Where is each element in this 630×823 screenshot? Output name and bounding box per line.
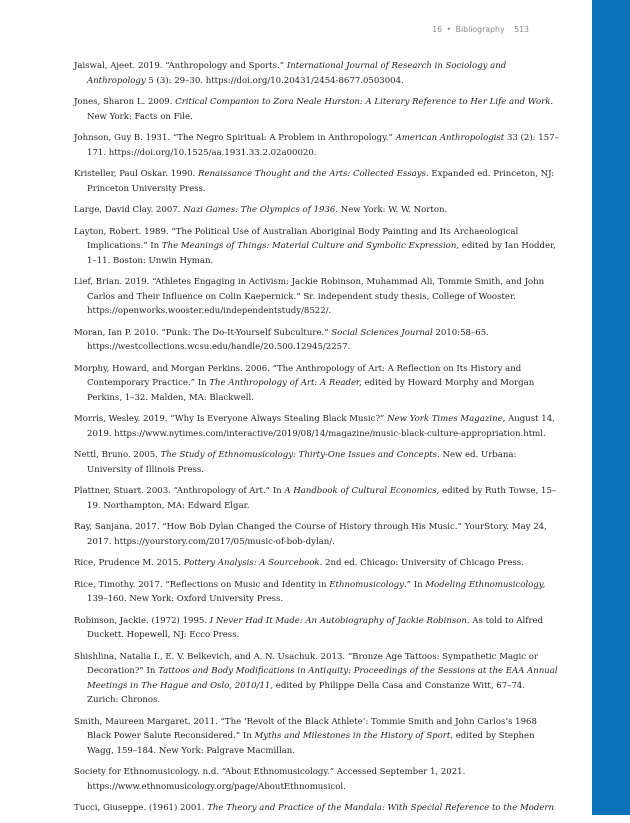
bibliography-entry: Large, David Clay. 2007. Nazi Games: The Olympics of 1936. New York: W. W. Norton.	[74, 205, 448, 215]
side-color-bar	[592, 0, 630, 815]
bibliography-list	[74, 59, 559, 823]
bibliography-entry: Tucci, Giuseppe. (1961) 2001. The Theory and Practice of the Mandala: With Special Reference to the Modern	[74, 803, 554, 813]
bibliography-entry: Jones, Sharon L. 2009. Critical Companion to Zora Neale Hurston: A Literary Reference to Her Life and Work. New York: Facts on File.	[74, 97, 554, 122]
bibliography-entry: Johnson, Guy B. 1931. “The Negro Spiritual: A Problem in Anthropology.” American Anthropologist 33 (2): 157–171. https://doi.org/10.1525/aa.1931.33.2.02a00020.	[74, 133, 559, 158]
bibliography-entry: Moran, Ian P. 2010. “Punk: The Do-It-Yourself Subculture.” Social Sciences Journal 2010:58–65. https://westcollections.wcsu.edu/handle/20.500.12945/2257.	[74, 327, 489, 352]
header-separator: •	[446, 25, 452, 34]
bibliography-entry: Rice, Timothy. 2017. “Reflections on Music and Identity in Ethnomusicology.” In Modeling Ethnomusicology, 139–160. New York: Oxford University Press.	[74, 579, 546, 604]
bibliography-entry: Plattner, Stuart. 2003. “Anthropology of Art.” In A Handbook of Cultural Economics, edited by Ruth Towse, 15–19. Northampton, MA: Edward Elgar.	[74, 486, 557, 511]
bibliography-entry: Smith, Maureen Margaret. 2011. “The ‘Revolt of the Black Athlete’: Tommie Smith and John Carlos’s 1968 Black Power Salute Reconsidered.” In Myths and Milestones in the History of Sport, edited by Stephen Wagg, 159–184. New York: Palgrave Macmillan.	[74, 716, 537, 756]
bibliography-entry: Morphy, Howard, and Morgan Perkins. 2006. “The Anthropology of Art: A Reflection on Its History and Contemporary Practice.” In The Anthropology of Art: A Reader, edited by Howard Morphy and Morgan Perkins, 1–32. Malden, MA: Blackwell.	[74, 363, 535, 403]
section-title: Bibliography	[455, 25, 505, 34]
bibliography-entry: Nettl, Bruno. 2005. The Study of Ethnomusicology: Thirty-One Issues and Concepts. New ed. Urbana: University of Illinois Press.	[74, 450, 517, 475]
bibliography-entry: Rice, Prudence M. 2015. Pottery Analysis: A Sourcebook. 2nd ed. Chicago: University of Chicago Press.	[74, 558, 524, 568]
bibliography-entry: Layton, Robert. 1989. “The Political Use of Australian Aboriginal Body Painting and Its Archaeological Implications.” In The Meanings of Things: Material Culture and Symbolic Expression, edited by Ian Hodder, 1–11. Boston: Unwin Hyman.	[74, 226, 556, 266]
bibliography-entry: Society for Ethnomusicology. n.d. “About Ethnomusicology.” Accessed September 1, 2021. https://www.ethnomusicology.org/page/AboutEthnomusicol.	[74, 767, 466, 792]
bibliography-entry: Kristeller, Paul Oskar. 1990. Renaissance Thought and the Arts: Collected Essays. Expanded ed. Princeton, NJ: Princeton University Press.	[74, 169, 555, 194]
bibliography-entry: Lief, Brian. 2019. “Athletes Engaging in Activism: Jackie Robinson, Muhammad Ali, Tommie Smith, and John Carlos and Their Influence on Colin Kaepernick.” Sr. independent study thesis, College of Wooster. https://openworks.wooster.edu/independentstudy/8522/.	[74, 277, 545, 316]
bibliography-entry: Jaiswal, Ajeet. 2019. “Anthropology and Sports.” International Journal of Research in Sociology and Anthropology 5 (3): 29–30. https://doi.org/10.20431/2454-8677.0503004.	[74, 61, 507, 86]
running-head	[432, 25, 529, 34]
bibliography-entry: Robinson, Jackie. (1972) 1995. I Never Had It Made: An Autobiography of Jackie Robinson. As told to Alfred Duckett. Hopewell, NJ: Ecco Press.	[74, 615, 544, 640]
chapter-number: 16	[432, 25, 443, 34]
page-number: 513	[514, 25, 529, 34]
bibliography-entry: Ray, Sanjana. 2017. “How Bob Dylan Changed the Course of History through His Music.” YourStory. May 24, 2017. https://yourstory.com/2017/05/music-of-bob-dylan/.	[74, 522, 547, 547]
bibliography-entry: Shishlina, Natalia I., E. V. Belkevich, and A. N. Usachuk. 2013. “Bronze Age Tattoos: Sympathetic Magic or Decoration?” In Tattoos and Body Modifications in Antiquity: Proceedings of the Sessions at the EAA Annual Meetings in The Hague and Oslo, 2010/11, edited by Philippe Della Casa and Constanze Witt, 67–74. Zurich: Chronos.	[74, 651, 558, 705]
bibliography-entry: Morris, Wesley. 2019. “Why Is Everyone Always Stealing Black Music?” New York Times Magazine, August 14, 2019. https://www.nytimes.com/interactive/2019/08/14/magazine/music-black-culture-appropriation.html.	[74, 414, 555, 439]
